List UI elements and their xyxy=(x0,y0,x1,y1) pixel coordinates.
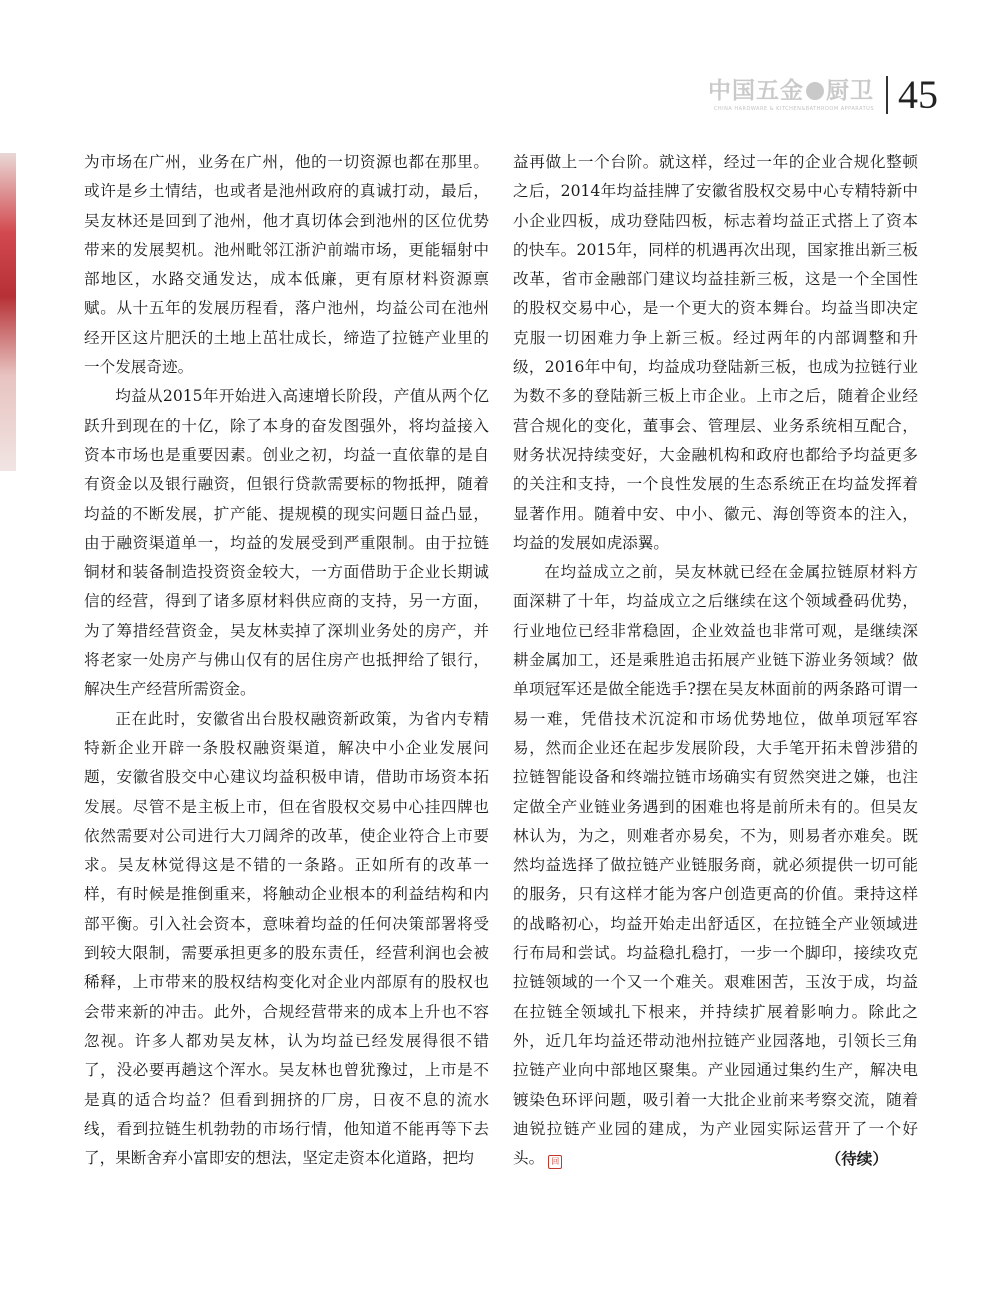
page-header xyxy=(708,70,938,120)
paragraph: 均益从2015年开始进入高速增长阶段，产值从两个亿跃升到现在的十亿，除了本身的奋发图强外，将均益接入资本市场也是重要因素。创业之初，均益一直依靠的是自有资金以及银行融资，但银行贷款需要标的物抵押，随着均益的不断发展，扩产能、提规模的现实问题日益凸显，由于融资渠道单一，均益的发展受到严重限制。由于拉链铜材和装备制造投资资金较大，一方面借助于企业长期诚信的经营，得到了诸多原材料供应商的支持，另一方面，为了筹措经营资金，吴友林卖掉了深圳业务处的房产，并将老家一处房产与佛山仅有的居住房产也抵押给了银行，解决生产经营所需资金。 xyxy=(84,387,489,699)
paragraph-final xyxy=(513,558,918,1173)
to-be-continued: （待续） xyxy=(825,1149,888,1169)
paragraph-text: 在均益成立之前，吴友林就已经在金属拉链原材料方面深耕了十年，均益成立之后继续在这个领域叠码优势，行业地位已经非常稳固，企业效益也非常可观，是继续深耕金属加工，还是乘胜追击拓展产业链下游业务领域？做单项冠军还是做全能选手?摆在吴友林面前的两条路可谓一易一难，凭借技术沉淀和市场优势地位，做单项冠军容易，然而企业还在起步发展阶段，大手笔开拓未曾涉猎的拉链智能设备和终端拉链市场确实有贸然突进之嫌，也注定做全产业链业务遇到的困难也将是前所未有的。但吴友林认为，为之，则难者亦易矣，不为，则易者亦难矣。既然均益选择了做拉链产业链服务商，就必须提供一切可能的服务，只有这样才能为客户创造更高的价值。秉持这样的战略初心，均益开始走出舒适区，在拉链全产业领域进行布局和尝试。均益稳扎稳打，一步一个脚印，接续攻克拉链领域的一个又一个难关。艰难困苦，玉汝于成，均益在拉链全领域扎下根来，并持续扩展着影响力。除此之外，近几年均益还带动池州拉链产业园落地，引领长三角拉链产业向中部地区聚集。产业园通过集约生产，解决电镀染色环评问题，吸引着一大批企业前来考察交流，随着迪锐拉链产业园的建成，为产业园实际运营开了一个好头。 xyxy=(513,563,918,1168)
logo-subtitle: CHINA HARDWARE & KITCHEN&BATHROOM APPARATUS xyxy=(713,106,874,112)
paragraph: 益再做上一个台阶。就这样，经过一年的企业合规化整顿之后，2014年均益挂牌了安徽省股权交易中心专精特新中小企业四板，成功登陆四板，标志着均益正式搭上了资本的快车。2015年，同样的机遇再次出现，国家推出新三板改革，省市金融部门建议均益挂新三板，这是一个全国性的股权交易中心，是一个更大的资本舞台。均益当即决定克服一切困难力争上新三板。经过两年的内部调整和升级，2016年中旬，均益成功登陆新三板，也成为拉链行业为数不多的登陆新三板上市企业。上市之后，随着企业经营合规化的变化，董事会、管理层、业务系统相互配合，财务状况持续变好，大金融机构和政府也都给予均益更多的关注和支持，一个良性发展的生态系统正在均益发挥着显著作用。随着中安、中小、徽元、海创等资本的注入，均益的发展如虎添翼。 xyxy=(513,153,918,552)
logo-text-left: 中国五金 xyxy=(708,78,804,104)
edge-photo-fragment xyxy=(0,153,16,471)
logo-circle-icon xyxy=(806,82,824,100)
logo-text-right: 厨卫 xyxy=(826,78,874,104)
end-mark-icon: 回 xyxy=(548,1155,562,1169)
paragraph: 为市场在广州，业务在广州，他的一切资源也都在那里。或许是乡土情结，也或者是池州政府的真诚打动，最后，吴友林还是回到了池州，他才真切体会到池州的区位优势带来的发展契机。池州毗邻江浙沪前端市场，更能辐射中部地区，水路交通发达，成本低廉，更有原材料资源禀赋。从十五年的发展历程看，落户池州，均益公司在池州经开区这片肥沃的土地上茁壮成长，缔造了拉链产业里的一个发展奇迹。 xyxy=(84,153,489,377)
paragraph: 正在此时，安徽省出台股权融资新政策，为省内专精特新企业开辟一条股权融资渠道，解决中小企业发展问题，安徽省股交中心建议均益积极申请，借助市场资本拓发展。尽管不是主板上市，但在省股权交易中心挂四牌也依然需要对公司进行大刀阔斧的改革，使企业符合上市要求。吴友林觉得这是不错的一条路。正如所有的改革一样，有时候是推倒重来，将触动企业根本的利益结构和内部平衡。引入社会资本，意味着均益的任何决策部署将受到较大限制，需要承担更多的股东责任，经营利润也会被稀释，上市带来的股权结构变化对企业内部原有的股权也会带来新的冲击。此外，合规经营带来的成本上升也不容忽视。许多人都劝吴友林，认为均益已经发展得很不错了，没必要再趟这个浑水。吴友林也曾犹豫过，上市是不是真的适合均益？但看到拥挤的厂房，日夜不息的流水线，看到拉链生机勃勃的市场行情，他知道不能再等下去了，果断舍弃小富即安的想法，坚定走资本化道路，把均 xyxy=(84,709,489,1168)
left-column xyxy=(84,148,489,1173)
right-column xyxy=(513,148,918,1173)
header-divider xyxy=(886,76,888,114)
magazine-logo xyxy=(708,78,874,112)
page-number: 45 xyxy=(898,72,938,117)
